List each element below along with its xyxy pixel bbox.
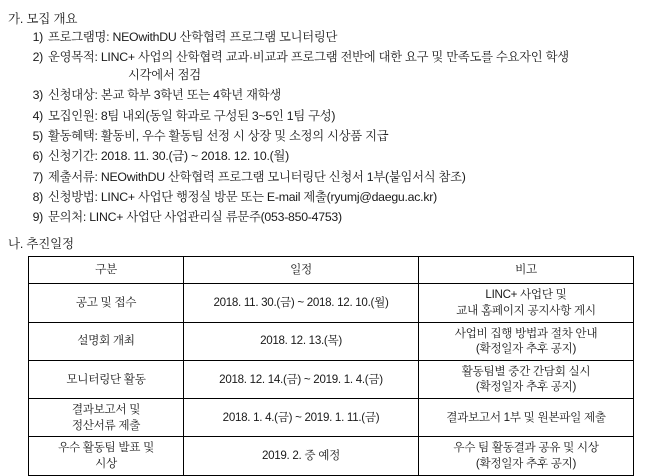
list-item-text: 신청기간: 2018. 11. 30.(금) ~ 2018. 12. 10.(월)	[48, 149, 289, 164]
list-marker: 2)	[32, 50, 43, 65]
cell-division: 공고 및 접수	[29, 284, 184, 322]
table-row	[29, 399, 634, 437]
cell-division	[29, 399, 184, 437]
list-item-line1: 운영목적: LINC+ 사업의 산학협력 교과·비교과 프로그램 전반에 대한 요구 및 만족도를 수요자인 학생	[48, 50, 569, 65]
cell-note-line1: 사업비 집행 방법과 절차 안내	[454, 326, 598, 340]
cell-division-line2: 시상	[95, 457, 117, 471]
table-row	[29, 437, 634, 475]
section-heading-schedule: 나. 추진일정	[8, 237, 74, 252]
document-page	[0, 9, 648, 471]
list-marker: 3)	[32, 88, 43, 103]
list-item-text: 제출서류: NEOwithDU 산학협력 프로그램 모니터링단 신청서 1부(붙임서식 참조)	[48, 169, 466, 184]
cell-note-line2: 교내 홈페이지 공지사항 게시	[456, 303, 596, 317]
cell-note	[419, 360, 634, 398]
cell-date: 2018. 12. 14.(금) ~ 2019. 1. 4.(금)	[184, 360, 419, 398]
cell-date: 2018. 11. 30.(금) ~ 2018. 12. 10.(월)	[184, 284, 419, 322]
table-body	[29, 284, 634, 475]
cell-note-line2: (확정일자 추후 공지)	[475, 380, 577, 394]
list-item	[0, 128, 648, 146]
cell-date: 2019. 2. 중 예정	[184, 437, 419, 475]
schedule-table	[28, 256, 634, 475]
list-item-text: 신청대상: 본교 학부 3학년 또는 4학년 재학생	[48, 88, 282, 103]
cell-division-line1: 우수 활동팀 발표 및	[58, 441, 154, 455]
cell-note-line1: 결과보고서 1부 및 원본파일 제출	[446, 410, 606, 424]
list-marker: 8)	[32, 190, 43, 205]
list-item	[0, 108, 648, 126]
cell-note-line1: 우수 팀 활동결과 공유 및 시상	[453, 441, 599, 455]
table-row	[29, 322, 634, 360]
table-header-row	[29, 257, 634, 284]
table-head	[29, 257, 634, 284]
cell-division: 설명회 개최	[29, 322, 184, 360]
cell-note	[419, 399, 634, 437]
list-marker: 4)	[32, 108, 43, 123]
list-marker: 9)	[32, 210, 43, 225]
cell-division-line2: 정산서류 제출	[71, 418, 141, 432]
list-item-text	[48, 49, 648, 85]
list-item-line2: 시각에서 점검	[128, 68, 201, 83]
list-marker: 7)	[32, 169, 43, 184]
column-header-division: 구분	[29, 257, 184, 284]
list-item	[0, 209, 648, 227]
list-item	[0, 29, 648, 47]
list-item	[0, 49, 648, 85]
list-marker: 5)	[32, 129, 43, 144]
cell-note	[419, 322, 634, 360]
cell-division	[29, 437, 184, 475]
cell-note-line1: 활동팀별 중간 간담회 실시	[461, 364, 591, 378]
section-heading-overview: 가. 모집 개요	[8, 12, 78, 26]
cell-division: 모니터링단 활동	[29, 360, 184, 398]
cell-note-line2: (확정일자 추후 공지)	[475, 457, 577, 471]
list-marker: 1)	[32, 30, 43, 44]
list-marker: 6)	[32, 149, 43, 164]
cell-note	[419, 284, 634, 322]
list-item	[0, 189, 648, 207]
list-item-text: 프로그램명: NEOwithDU 산학협력 프로그램 모니터링단	[48, 30, 338, 44]
list-item-text: 문의처: LINC+ 사업단 사업관리실 류문주(053-850-4753)	[48, 210, 342, 225]
table-row	[29, 360, 634, 398]
column-header-note: 비고	[419, 257, 634, 284]
list-item-text: 모집인원: 8팀 내외(동일 학과로 구성된 3~5인 1팀 구성)	[48, 108, 336, 123]
overview-list	[0, 29, 648, 227]
cell-note-line2: (확정일자 추후 공지)	[475, 342, 577, 356]
cell-date: 2018. 1. 4.(금) ~ 2019. 1. 11.(금)	[184, 399, 419, 437]
list-item-text: 신청방법: LINC+ 사업단 행정실 방문 또는 E-mail 제출(ryumj@daegu.ac.kr)	[48, 190, 437, 205]
cell-note	[419, 437, 634, 475]
table-row	[29, 284, 634, 322]
list-item	[0, 87, 648, 105]
cell-division-line1: 결과보고서 및	[71, 403, 141, 417]
list-item	[0, 169, 648, 187]
list-item	[0, 148, 648, 166]
cell-note-line1: LINC+ 사업단 및	[485, 288, 567, 302]
list-item-text: 활동혜택: 활동비, 우수 활동팀 선정 시 상장 및 소정의 시상품 지급	[48, 129, 389, 144]
cell-date: 2018. 12. 13.(목)	[184, 322, 419, 360]
column-header-date: 일정	[184, 257, 419, 284]
